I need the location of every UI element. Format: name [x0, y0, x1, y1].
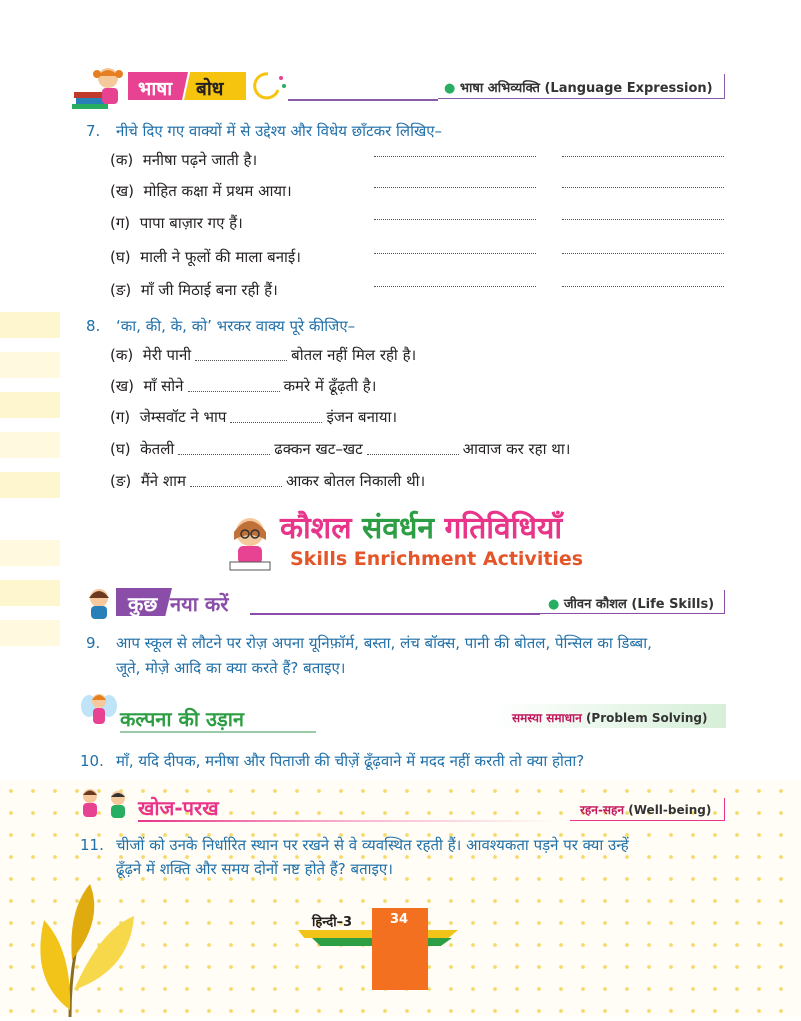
header-badge-1-label: भाषा — [138, 78, 173, 100]
question-text: ‘का, की, के, को’ भरकर वाक्य पूरे कीजिए– — [116, 317, 356, 335]
answer-blank[interactable] — [374, 219, 536, 220]
answer-blank[interactable] — [562, 286, 724, 287]
q7-item: (ङ) माँ जी मिठाई बना रही हैं। — [110, 281, 278, 299]
q8-item: (ङ) मैंने शाम आकर बोतल निकाली थी। — [110, 472, 426, 490]
header-badge-2-label: बोध — [196, 78, 224, 100]
question-number: 7. — [86, 122, 101, 140]
footer-subject: हिन्दी–3 — [312, 915, 353, 930]
question-7 — [86, 121, 442, 141]
left-stripe — [0, 540, 60, 566]
q7-item: (ग) पापा बाज़ार गए हैं। — [110, 214, 243, 232]
header-tag: ● भाषा अभिव्यक्ति (Language Expression) — [444, 81, 713, 96]
answer-blank[interactable] — [562, 187, 724, 188]
answer-blank[interactable] — [374, 156, 536, 157]
section-tag: समस्या समाधान (Problem Solving) — [512, 711, 708, 725]
question-8 — [86, 316, 355, 336]
question-text: नीचे दिए गए वाक्यों में से उद्देश्य और विधेय छाँटकर लिखिए– — [116, 122, 443, 140]
swirl-decoration — [248, 70, 288, 102]
section-tag: रहन-सहन (Well-being) — [580, 803, 712, 817]
left-stripe — [0, 472, 60, 498]
q7-item: (क) मनीषा पढ़ने जाती है। — [110, 151, 258, 169]
q8-item: (घ) केतली ढक्कन खट–खट आवाज कर रहा था। — [110, 440, 571, 458]
fairy-icon — [80, 690, 118, 728]
section-rule — [138, 820, 558, 822]
fill-blank[interactable] — [190, 476, 282, 487]
answer-blank[interactable] — [374, 187, 536, 188]
answer-blank[interactable] — [374, 253, 536, 254]
q8-item: (क) मेरी पानी बोतल नहीं मिल रही है। — [110, 346, 417, 364]
fill-blank[interactable] — [367, 444, 459, 455]
left-stripe — [0, 580, 60, 606]
question-9: 9. आप स्कूल से लौटने पर रोज़ अपना यूनिफ़ॉर्म, बस्ता, लंच बॉक्स, पानी की बोतल, पेन्सिल का डिब्बा, — [86, 634, 652, 652]
answer-blank[interactable] — [562, 156, 724, 157]
left-stripe — [0, 432, 60, 458]
fill-blank[interactable] — [178, 444, 270, 455]
section-rule — [250, 613, 540, 615]
q8-item: (ख) माँ सोने कमरे में ढूँढ़ती है। — [110, 377, 377, 395]
question-number: 8. — [86, 317, 101, 335]
fill-blank[interactable] — [188, 381, 280, 392]
girl-icon — [82, 586, 116, 620]
section-title-1: कुछ — [128, 592, 158, 616]
question-11: 11. चीजों को उनके निर्धारित स्थान पर रखने से वे व्यवस्थित रहती हैं। आवश्यकता पड़ने पर क्या उन्हें — [80, 836, 629, 854]
section-tag: ● जीवन कौशल (Life Skills) — [548, 597, 715, 612]
header-rule — [288, 99, 438, 101]
q7-item: (घ) माली ने फूलों की माला बनाई। — [110, 248, 301, 266]
skills-title-english: Skills Enrichment Activities — [290, 548, 584, 570]
section-title-2: नया करें — [170, 592, 229, 616]
answer-blank[interactable] — [562, 253, 724, 254]
section-title: खोज-परख — [138, 796, 219, 820]
fill-blank[interactable] — [230, 412, 322, 423]
answer-blank[interactable] — [562, 219, 724, 220]
left-stripe — [0, 352, 60, 378]
page-number: 34 — [390, 912, 409, 927]
left-stripe — [0, 620, 60, 646]
q7-item: (ख) मोहित कक्षा में प्रथम आया। — [110, 182, 292, 200]
question-10: 10. माँ, यदि दीपक, मनीषा और पिताजी की चीज़ें ढूँढ़वाने में मदद नहीं करती तो क्या होता? — [80, 752, 585, 770]
question-11-line-2: ढूँढ़ने में शक्ति और समय दोनों नष्ट होते हैं? बताइए। — [116, 860, 393, 878]
kid-reading-illustration — [70, 64, 130, 110]
leaves-decoration — [30, 880, 140, 1017]
skills-title-hindi: कौशल संवर्धन गतिविधियाँ — [280, 511, 563, 546]
section-rule — [120, 731, 316, 733]
left-stripe — [0, 312, 60, 338]
fill-blank[interactable] — [195, 350, 287, 361]
question-9-line-2: जूते, मोज़े आदि का क्या करते हैं? बताइए। — [116, 659, 346, 677]
section-title: कल्पना की उड़ान — [120, 707, 244, 731]
kids-icon — [76, 786, 134, 820]
girl-reading-illustration — [224, 512, 276, 574]
left-stripe — [0, 392, 60, 418]
answer-blank[interactable] — [374, 286, 536, 287]
q8-item: (ग) जेम्सवॉट ने भाप इंजन बनाया। — [110, 408, 398, 426]
